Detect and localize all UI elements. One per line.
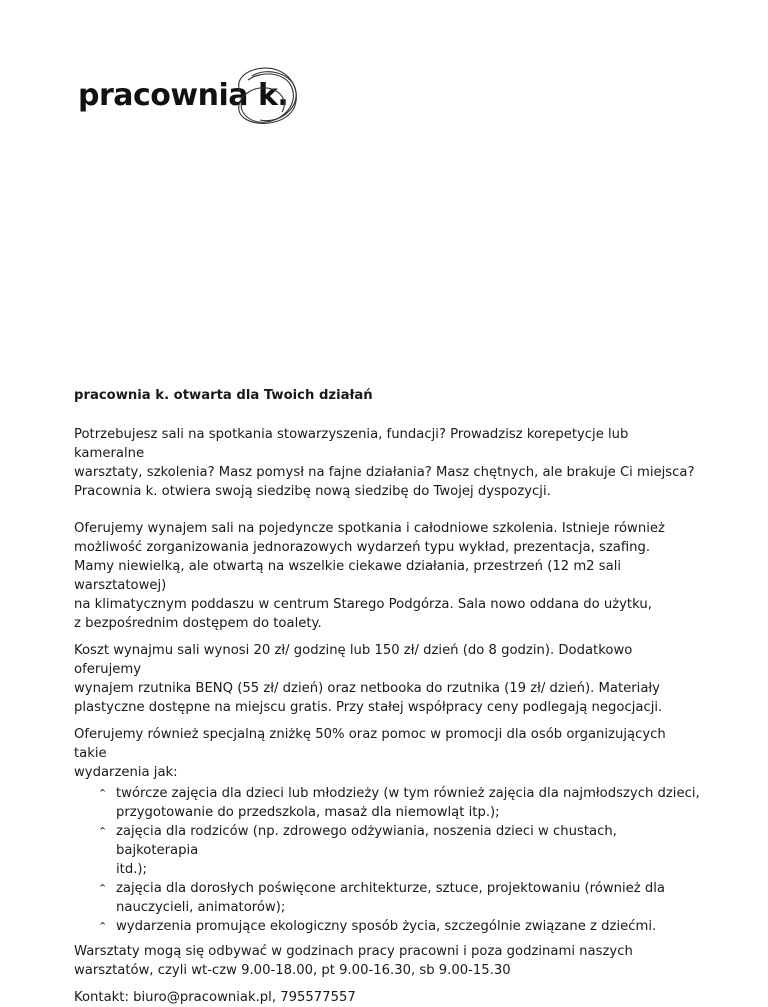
text-line: Koszt wynajmu sali wynosi 20 zł/ godzinę lub 150 zł/ dzień (do 8 godzin). Dodatkowo oferujemy [74, 643, 633, 677]
page-title: pracownia k. otwarta dla Twoich działań [74, 388, 373, 403]
text-line: zajęcia dla rodziców (np. zdrowego odżywiania, noszenia dzieci w chustach, bajkoterapia [116, 824, 617, 858]
hours-paragraph [74, 942, 702, 980]
caret-up-icon: ⌃ [98, 920, 108, 933]
text-line: nauczycieli, animatorów); [116, 900, 286, 915]
text-line: warsztatów, czyli wt-czw 9.00-18.00, pt 9.00-16.30, sb 9.00-15.30 [74, 963, 511, 978]
caret-up-icon: ⌃ [98, 825, 108, 838]
text-line: możliwość zorganizowania jednorazowych wydarzeń typu wykład, prezentacja, szafing. [74, 540, 651, 555]
document-body [74, 386, 702, 1007]
text-line: wynajem rzutnika BENQ (55 zł/ dzień) oraz netbooka do rzutnika (19 zł/ dzień). Materiały [74, 681, 660, 696]
list-item [98, 879, 702, 917]
text-line: Oferujemy wynajem sali na pojedyncze spotkania i całodniowe szkolenia. Istnieje również [74, 521, 665, 536]
text-line: Potrzebujesz sali na spotkania stowarzyszenia, fundacji? Prowadzisz korepetycje lub kameralne [74, 427, 629, 461]
contact-line: Kontakt: biuro@pracowniak.pl, 795577557 [74, 990, 356, 1005]
offer-paragraph [74, 519, 702, 633]
text-line: plastyczne dostępne na miejscu gratis. Przy stałej współpracy ceny podlegają negocjacji. [74, 700, 663, 715]
text-line: wydarzenia promujące ekologiczny sposób życia, szczególnie związane z dziećmi. [116, 919, 657, 934]
intro-paragraph [74, 425, 702, 501]
logo-text: pracownia k. [78, 78, 289, 113]
cost-paragraph [74, 641, 702, 717]
list-item [98, 917, 702, 936]
list-item [98, 784, 702, 822]
text-line: warsztaty, szkolenia? Masz pomysł na fajne działania? Masz chętnych, ale brakuje Ci miejsca? [74, 465, 695, 480]
text-line: itd.); [116, 862, 147, 877]
logo [72, 62, 312, 132]
text-line: przygotowanie do przedszkola, masaż dla niemowląt itp.); [116, 805, 500, 820]
text-line: Oferujemy również specjalną zniżkę 50% oraz pomoc w promocji dla osób organizujących takie [74, 727, 666, 761]
text-line: Mamy niewielką, ale otwartą na wszelkie ciekawe działania, przestrzeń (12 m2 sali warsztatowej) [74, 559, 622, 593]
text-line: wydarzenia jak: [74, 765, 178, 780]
text-line: z bezpośrednim dostępem do toalety. [74, 616, 322, 631]
text-line: na klimatycznym poddaszu w centrum Starego Podgórza. Sala nowo oddana do użytku, [74, 597, 652, 612]
logo-scribble-icon [72, 62, 312, 132]
caret-up-icon: ⌃ [98, 787, 108, 800]
text-line: Warsztaty mogą się odbywać w godzinach pracy pracowni i poza godzinami naszych [74, 944, 633, 959]
text-line: zajęcia dla dorosłych poświęcone architekturze, sztuce, projektowaniu (również dla [116, 881, 665, 896]
text-line: twórcze zajęcia dla dzieci lub młodzieży (w tym również zajęcia dla najmłodszych dzieci, [116, 786, 700, 801]
text-line: Pracownia k. otwiera swoją siedzibę nową siedzibę do Twojej dyspozycji. [74, 484, 551, 499]
events-list [74, 784, 702, 936]
list-item [98, 822, 702, 879]
discount-paragraph [74, 725, 702, 782]
caret-up-icon: ⌃ [98, 882, 108, 895]
